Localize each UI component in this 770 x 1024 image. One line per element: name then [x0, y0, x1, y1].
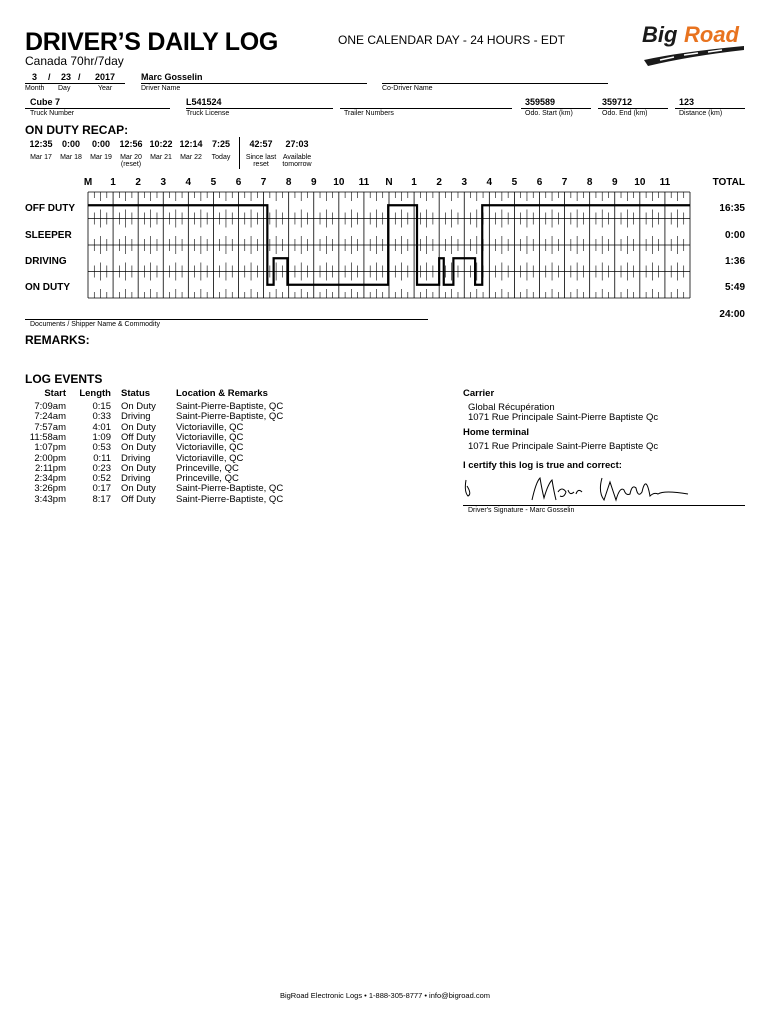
odo-end: 359712 — [602, 97, 633, 107]
logo-text-road: Road — [684, 22, 739, 47]
recap-day-label: Mar 20 — [120, 154, 142, 161]
log-events-heading: LOG EVENTS — [25, 372, 103, 386]
event-status: On Duty — [121, 483, 156, 495]
hour-label: 2 — [135, 177, 141, 188]
hour-label: 4 — [185, 177, 192, 188]
event-location: Victoriaville, QC — [176, 421, 244, 433]
recap-day-sub: (reset) — [120, 161, 142, 168]
recap-day-label: Mar 18 — [60, 154, 82, 161]
event-length: 4:01 — [92, 421, 111, 433]
date-separator: / — [78, 72, 81, 82]
event-location: Saint-Pierre-Baptiste, QC — [176, 483, 284, 495]
distance: 123 — [679, 97, 695, 107]
recap-day-value: 12:56 — [119, 139, 143, 149]
event-location: Princeville, QC — [176, 473, 239, 485]
month-label: Month — [25, 85, 45, 92]
documents-label: Documents / Shipper Name & Commodity — [30, 321, 160, 328]
log-year: 2017 — [95, 72, 116, 82]
event-status: On Duty — [121, 401, 156, 412]
log-period: ONE CALENDAR DAY - 24 HOURS - EDT — [338, 33, 565, 47]
driver-name-label: Driver Name — [141, 85, 181, 92]
duty-status-graph — [0, 0, 770, 310]
event-status: Off Duty — [121, 431, 156, 443]
hour-label: 7 — [561, 177, 568, 188]
event-location: Victoriaville, QC — [176, 442, 244, 454]
hour-label: 1 — [110, 177, 116, 188]
hour-label: N — [385, 177, 393, 188]
event-location: Saint-Pierre-Baptiste, QC — [176, 411, 284, 423]
event-start: 7:09am — [34, 401, 66, 412]
col-start: Start — [44, 388, 66, 399]
since-reset-label: Since last — [245, 154, 277, 161]
remarks-heading: REMARKS: — [25, 333, 90, 347]
row-label-driving: DRIVING — [25, 256, 67, 267]
total-driving: 1:36 — [724, 256, 745, 267]
event-location: Princeville, QC — [176, 462, 239, 474]
hour-label: 10 — [333, 177, 345, 188]
row-label-on-duty: ON DUTY — [25, 282, 70, 293]
truck-number: Cube 7 — [30, 97, 61, 107]
trailer-label: Trailer Numbers — [344, 110, 394, 117]
recap-day-label: Mar 17 — [30, 154, 52, 161]
distance-label: Distance (km) — [679, 110, 723, 117]
total-sleeper: 0:00 — [724, 230, 745, 241]
event-start: 11:58am — [29, 431, 66, 443]
event-status: Off Duty — [121, 493, 156, 505]
event-start: 7:57am — [34, 421, 66, 433]
grand-total: 24:00 — [719, 309, 745, 320]
truck-license-label: Truck License — [186, 110, 230, 117]
recap-day-value: 0:00 — [91, 139, 110, 149]
recap-day-label: Mar 19 — [90, 154, 112, 161]
recap-day-value: 0:00 — [61, 139, 80, 149]
available-sub: tomorrow — [282, 161, 312, 168]
total-off-duty: 16:35 — [719, 203, 745, 214]
carrier-address: 1071 Rue Principale Saint-Pierre Baptiste Qc — [468, 412, 659, 423]
since-reset-sub: reset — [253, 161, 269, 168]
event-length: 1:09 — [92, 431, 111, 443]
driver-signature — [460, 470, 700, 506]
truck-license: L541524 — [186, 97, 222, 107]
event-status: Driving — [121, 411, 151, 423]
recap-day-label: Mar 21 — [150, 154, 172, 161]
hour-label: 5 — [210, 177, 217, 188]
signature-label: Driver's Signature - Marc Gosselin — [468, 507, 575, 514]
event-length: 0:53 — [92, 442, 111, 454]
event-start: 3:26pm — [34, 483, 66, 495]
hour-label: 11 — [659, 177, 671, 188]
rule-set: Canada 70hr/7day — [25, 54, 124, 68]
hour-label: 9 — [310, 177, 317, 188]
hour-label: 11 — [358, 177, 370, 188]
available-value: 27:03 — [285, 139, 309, 149]
carrier-name: Global Récupération — [468, 402, 555, 413]
event-length: 8:17 — [92, 493, 111, 505]
event-length: 0:52 — [92, 473, 111, 485]
event-length: 0:33 — [92, 411, 111, 423]
event-start: 1:07pm — [34, 442, 66, 454]
event-start: 7:24am — [34, 411, 66, 423]
carrier-heading: Carrier — [463, 388, 495, 399]
event-location: Saint-Pierre-Baptiste, QC — [176, 401, 284, 412]
event-length: 0:11 — [93, 452, 111, 464]
certify-text: I certify this log is true and correct: — [463, 460, 622, 471]
event-status: On Duty — [121, 421, 156, 433]
recap-day-value: 12:14 — [179, 139, 203, 149]
event-location: Saint-Pierre-Baptiste, QC — [176, 493, 284, 505]
event-location: Victoriaville, QC — [176, 431, 244, 443]
recap-day-value: 7:25 — [211, 139, 230, 149]
row-label-sleeper: SLEEPER — [25, 230, 72, 241]
recap-day-value: 12:35 — [29, 139, 53, 149]
row-label-off-duty: OFF DUTY — [25, 203, 75, 214]
col-status: Status — [121, 388, 151, 399]
event-length: 0:17 — [92, 483, 111, 495]
hour-label: 3 — [461, 177, 468, 188]
hour-label: 5 — [511, 177, 518, 188]
event-start: 2:00pm — [34, 452, 66, 464]
driver-name: Marc Gosselin — [141, 72, 203, 82]
log-day: 23 — [61, 72, 72, 82]
event-status: On Duty — [121, 442, 156, 454]
hour-label: 1 — [411, 177, 417, 188]
recap-day-label: Mar 22 — [180, 154, 202, 161]
recap-heading: ON DUTY RECAP: — [25, 123, 129, 137]
page-title: DRIVER’S DAILY LOG — [25, 28, 278, 56]
event-length: 0:23 — [92, 462, 111, 474]
hour-label: 7 — [260, 177, 267, 188]
hour-label: M — [83, 177, 93, 188]
event-start: 2:34pm — [34, 473, 66, 485]
hour-label: 9 — [611, 177, 618, 188]
odo-start: 359589 — [525, 97, 556, 107]
year-label: Year — [98, 85, 113, 92]
date-separator: / — [48, 72, 51, 82]
truck-number-label: Truck Number — [30, 110, 75, 117]
available-label: Available — [282, 154, 312, 161]
hour-label: 10 — [634, 177, 646, 188]
event-status: Driving — [121, 452, 151, 464]
hour-label: 6 — [235, 177, 242, 188]
hour-label: 8 — [285, 177, 292, 188]
event-start: 3:43pm — [34, 493, 66, 505]
odo-start-label: Odo. Start (km) — [525, 110, 573, 117]
since-reset-value: 42:57 — [249, 139, 273, 149]
event-start: 2:11pm — [35, 462, 66, 474]
day-label: Day — [58, 85, 71, 92]
log-month: 3 — [32, 72, 38, 82]
hour-label: 8 — [586, 177, 593, 188]
event-status: On Duty — [121, 462, 156, 474]
col-length: Length — [79, 388, 111, 399]
hour-label: 4 — [486, 177, 493, 188]
hour-label: 6 — [536, 177, 543, 188]
event-status: Driving — [121, 473, 151, 485]
event-length: 0:15 — [92, 401, 111, 412]
recap-day-label: Today — [211, 154, 231, 161]
home-terminal-address: 1071 Rue Principale Saint-Pierre Baptiste Qc — [468, 441, 659, 452]
col-location: Location & Remarks — [176, 388, 268, 399]
hour-label: 3 — [160, 177, 167, 188]
co-driver-label: Co-Driver Name — [382, 85, 433, 92]
home-terminal-heading: Home terminal — [463, 427, 529, 438]
hour-label: 2 — [436, 177, 442, 188]
total-header: TOTAL — [712, 177, 745, 188]
recap-day-value: 10:22 — [149, 139, 173, 149]
logo-text-big: Big — [642, 22, 678, 47]
footer: BigRoad Electronic Logs • 1-888-305-8777 • info@bigroad.com — [279, 991, 491, 1000]
odo-end-label: Odo. End (km) — [602, 110, 648, 117]
event-location: Victoriaville, QC — [176, 452, 244, 464]
total-on-duty: 5:49 — [724, 282, 745, 293]
